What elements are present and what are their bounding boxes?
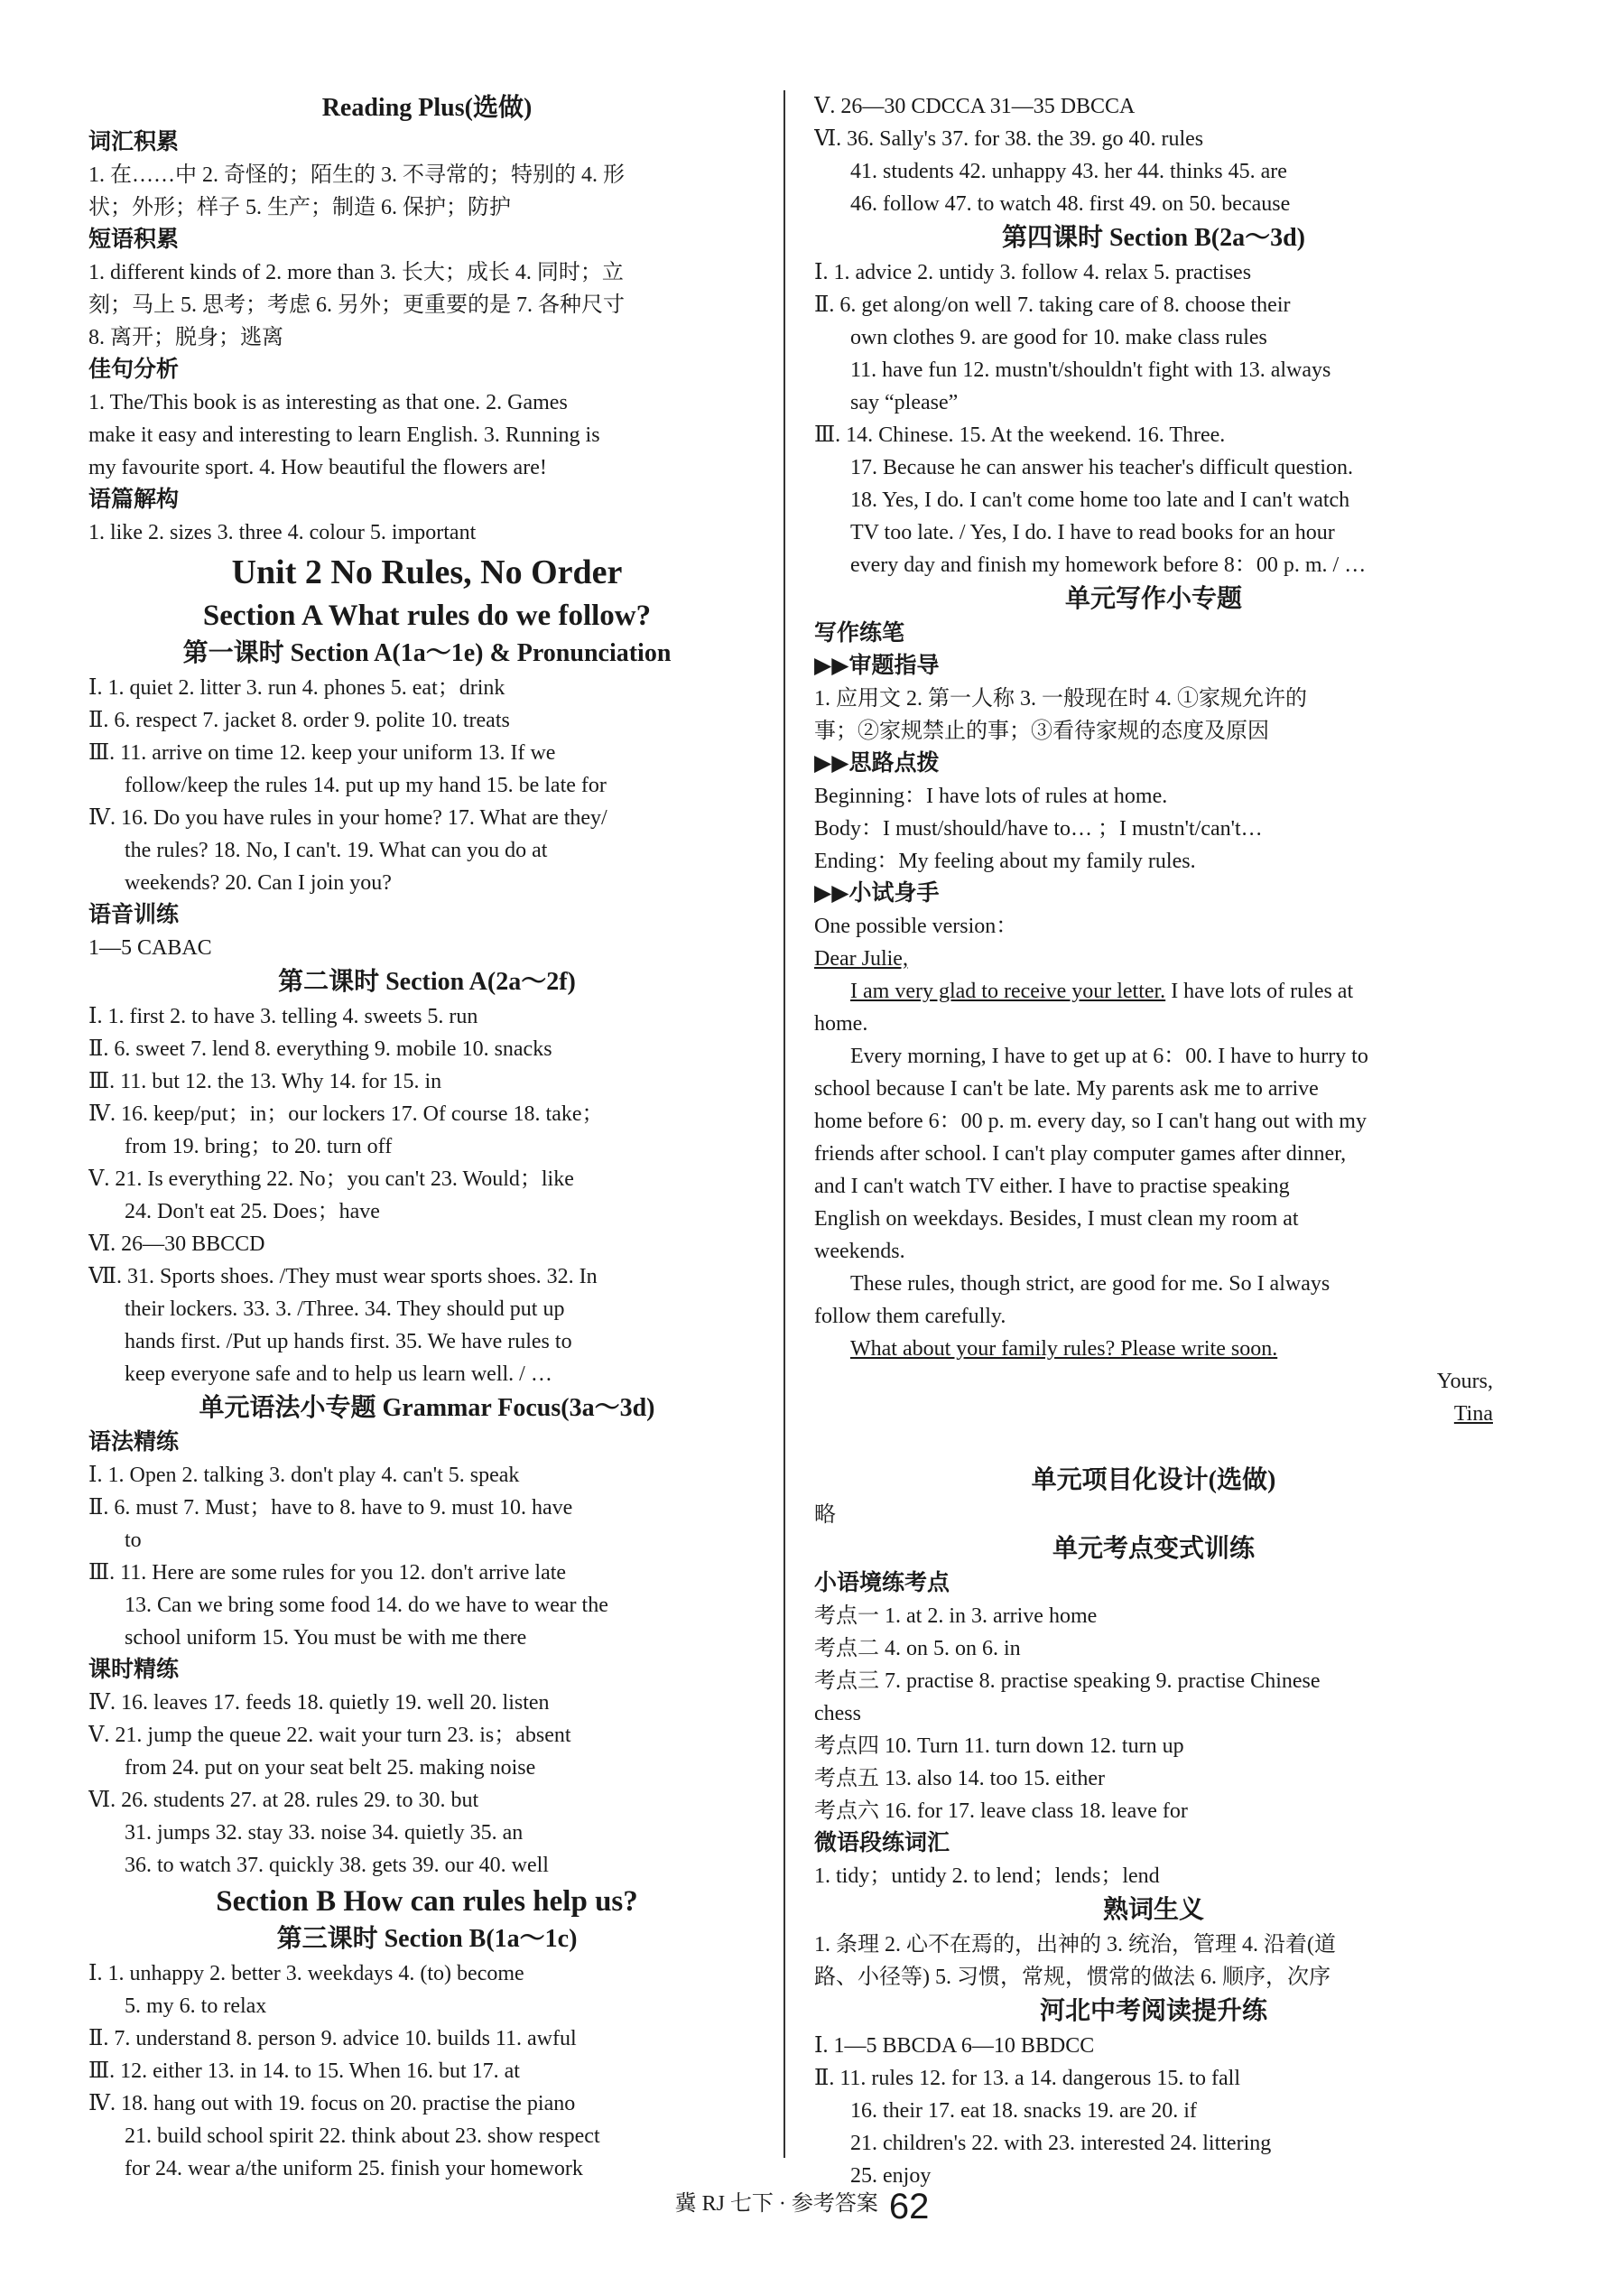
answer-line: keep everyone safe and to help us learn well. / … (125, 1362, 552, 1386)
answer-line: 1. 在……中 2. 奇怪的；陌生的 3. 不寻常的；特别的 4. 形 (88, 163, 625, 187)
answer-line: 考点二 4. on 5. on 6. in (814, 1637, 1021, 1660)
answer-line: TV too late. / Yes, I do. I have to read books for an hour (850, 521, 1335, 544)
underlined-sentence: I am very glad to receive your letter. (850, 980, 1166, 1003)
answer-line: 24. Don't eat 25. Does；have (125, 1200, 380, 1223)
answer-line: Ⅱ. 6. sweet 7. lend 8. everything 9. mobile 10. snacks (88, 1037, 552, 1061)
section-title: 第二课时 Section A(2a～2f) (278, 968, 576, 996)
answer-line: 36. to watch 37. quickly 38. gets 39. our 40. well (125, 1854, 549, 1877)
answer-line: 1. tidy；untidy 2. to lend；lends；lend (814, 1864, 1160, 1888)
answer-line: Ending：My feeling about my family rules. (814, 850, 1196, 873)
answer-line: Ⅳ. 16. leaves 17. feeds 18. quietly 19. well 20. listen (88, 1691, 550, 1715)
footer-label: 冀 RJ 七下 · 参考答案 (674, 2192, 878, 2216)
section-title: 熟词生义 (1102, 1896, 1204, 1924)
answer-line: 17. Because he can answer his teacher's difficult question. (850, 456, 1354, 479)
answer-line: 31. jumps 32. stay 33. noise 34. quietly 35. an (125, 1821, 524, 1845)
section-title: 第三课时 Section B(1a～1c) (276, 1925, 578, 1953)
sub-heading: 佳句分析 (88, 358, 180, 382)
answer-line: Ⅵ. 26. students 27. at 28. rules 29. to 30. but (88, 1789, 479, 1812)
sub-heading: 课时精练 (88, 1658, 180, 1682)
answer-line: school because I can't be late. My parents ask me to arrive (814, 1077, 1319, 1101)
letter-closing: Yours, (1436, 1370, 1493, 1393)
answer-line: 21. children's 22. with 23. interested 24. littering (850, 2132, 1272, 2155)
column-divider (783, 90, 785, 2158)
section-heading: Section A What rules do we follow? (202, 600, 652, 632)
section-heading: Section B How can rules help us? (216, 1885, 638, 1918)
answer-line: school uniform 15. You must be with me there (125, 1626, 527, 1650)
answer-line: my favourite sport. 4. How beautiful the flowers are! (88, 456, 547, 479)
answer-line: 1. 应用文 2. 第一人称 3. 一般现在时 4. ①家规允许的 (814, 687, 1307, 711)
answer-line: from 24. put on your seat belt 25. making noise (125, 1756, 536, 1780)
answer-line: One possible version： (814, 915, 1018, 938)
answer-line: 状；外形；样子 5. 生产；制造 6. 保护；防护 (88, 196, 511, 219)
letter-line: Dear Julie, (814, 947, 908, 971)
answer-line: Ⅰ. 1—5 BBCDA 6—10 BBDCC (814, 2034, 1095, 2058)
section-title: 单元考点变式训练 (1052, 1535, 1255, 1563)
page-number: 62 (888, 2186, 930, 2226)
answer-line: 41. students 42. unhappy 43. her 44. thinks 45. are (850, 160, 1287, 183)
answer-line: home before 6：00 p. m. every day, so I can't hang out with my (814, 1110, 1367, 1133)
answer-line: 刻；马上 5. 思考；考虑 6. 另外；更重要的是 7. 各种尺寸 (88, 293, 625, 317)
answer-line: 1. 条理 2. 心不在焉的，出神的 3. 统治，管理 4. 沿着(道 (814, 1933, 1336, 1957)
answer-line: Ⅲ. 14. Chinese. 15. At the weekend. 16. Three. (814, 423, 1226, 447)
answer-line: make it easy and interesting to learn English. 3. Running is (88, 423, 600, 447)
answer-line: follow them carefully. (814, 1305, 1006, 1328)
section-title: 单元语法小专题 Grammar Focus(3a～3d) (199, 1394, 655, 1422)
answer-line: 46. follow 47. to watch 48. first 49. on 50. because (850, 192, 1291, 216)
page-footer (0, 2185, 1604, 2227)
answer-line: Ⅱ. 6. get along/on well 7. taking care of 8. choose their (814, 293, 1291, 317)
answer-line: 1. different kinds of 2. more than 3. 长大；成长 4. 同时；立 (88, 261, 624, 284)
answer-line: 13. Can we bring some food 14. do we have to wear the (125, 1594, 608, 1617)
answer-line: Every morning, I have to get up at 6：00. I have to hurry to (850, 1045, 1368, 1068)
sub-heading: 短语积累 (88, 228, 180, 252)
answer-line: Beginning：I have lots of rules at home. (814, 785, 1168, 808)
letter-signature (814, 1398, 1493, 1430)
answer-line: own clothes 9. are good for 10. make class rules (850, 326, 1267, 349)
answer-line: 25. enjoy (850, 2164, 932, 2188)
answer-line: Ⅰ. 1. Open 2. talking 3. don't play 4. can't 5. speak (88, 1464, 520, 1487)
letter-line (814, 1333, 1493, 1365)
answer-line: 18. Yes, I do. I can't come home too late and I can't watch (850, 488, 1350, 512)
answer-line: 5. my 6. to relax (125, 1994, 267, 2018)
answer-line: Body：I must/should/have to… ；I mustn't/can't… (814, 817, 1263, 841)
answer-line: Ⅰ. 1. first 2. to have 3. telling 4. sweets 5. run (88, 1005, 478, 1028)
answer-line: Ⅵ. 36. Sally's 37. for 38. the 39. go 40. rules (814, 127, 1204, 151)
section-title: 第一课时 Section A(1a～1e) & Pronunciation (182, 639, 672, 667)
answer-line: Ⅶ. 31. Sports shoes. /They must wear sports shoes. 32. In (88, 1265, 598, 1288)
sub-heading: 语篇解构 (88, 488, 180, 512)
answer-line: Ⅱ. 11. rules 12. for 13. a 14. dangerous 15. to fall (814, 2067, 1240, 2090)
unit-title: Unit 2 No Rules, No Order (231, 553, 623, 591)
left-column (88, 90, 765, 2185)
answer-line: Ⅲ. 11. arrive on time 12. keep your uniform 13. If we (88, 741, 556, 765)
answer-line: These rules, though strict, are good for me. So I always (850, 1272, 1330, 1296)
answer-line: 考点五 13. also 14. too 15. either (814, 1767, 1105, 1790)
section-title: 河北中考阅读提升练 (1039, 1997, 1267, 2025)
answer-line: hands first. /Put up hands first. 35. We have rules to (125, 1330, 572, 1353)
answer-line: the rules? 18. No, I can't. 19. What can you do at (125, 839, 548, 862)
answer-line: 1. The/This book is as interesting as that one. 2. Games (88, 391, 568, 414)
answer-line: Ⅱ. 6. respect 7. jacket 8. order 9. polite 10. treats (88, 709, 510, 732)
answer-line: from 19. bring；to 20. turn off (125, 1135, 393, 1158)
answer-line: Ⅵ. 26—30 BBCCD (88, 1232, 265, 1256)
answer-line: 1. like 2. sizes 3. three 4. colour 5. important (88, 521, 477, 544)
answer-line: English on weekdays. Besides, I must clean my room at (814, 1207, 1299, 1231)
answer-line: Ⅴ. 26—30 CDCCA 31—35 DBCCA (814, 95, 1136, 118)
letter-line (814, 975, 1493, 1008)
sub-heading: 词汇积累 (88, 130, 180, 154)
answer-line: Ⅲ. 11. but 12. the 13. Why 14. for 15. in (88, 1070, 442, 1093)
sub-heading: ▶▶思路点拨 (814, 751, 940, 776)
section-title: Reading Plus(选做) (321, 94, 533, 122)
answer-line: 考点六 16. for 17. leave class 18. leave for (814, 1799, 1188, 1823)
section-title: 单元项目化设计(选做) (1031, 1466, 1276, 1494)
answer-line: for 24. wear a/the uniform 25. finish your homework (125, 2157, 583, 2180)
answer-line: Ⅳ. 16. keep/put；in；our lockers 17. Of course 18. take； (88, 1102, 604, 1126)
answer-line: Ⅲ. 11. Here are some rules for you 12. don't arrive late (88, 1561, 567, 1585)
sub-heading: ▶▶小试身手 (814, 881, 940, 906)
answer-line: weekends? 20. Can I join you? (125, 871, 392, 895)
answer-line: their lockers. 33. 3. /Three. 34. They should put up (125, 1297, 565, 1321)
answer-line: Ⅰ. 1. quiet 2. litter 3. run 4. phones 5. eat；drink (88, 676, 505, 700)
answer-line: and I can't watch TV either. I have to practise speaking (814, 1175, 1290, 1198)
sentence-rest: I have lots of rules at (1165, 980, 1354, 1003)
sub-heading: 写作练笔 (814, 621, 905, 646)
answer-line: Ⅰ. 1. unhappy 2. better 3. weekdays 4. (to) become (88, 1962, 524, 1985)
answer-line: follow/keep the rules 14. put up my hand 15. be late for (125, 774, 607, 797)
spacer (814, 1430, 1493, 1463)
sub-heading: 小语境练考点 (814, 1571, 950, 1595)
answer-line: 1—5 CABAC (88, 936, 212, 960)
answer-line: Ⅳ. 16. Do you have rules in your home? 17. What are they/ (88, 806, 607, 830)
answer-line: 8. 离开；脱身；逃离 (88, 326, 283, 349)
answer-line: 考点三 7. practise 8. practise speaking 9. practise Chinese (814, 1669, 1321, 1693)
answer-line: friends after school. I can't play computer games after dinner, (814, 1142, 1347, 1166)
answer-line: 路、小径等) 5. 习惯，常规，惯常的做法 6. 顺序，次序 (814, 1966, 1330, 1989)
answer-line: Ⅰ. 1. advice 2. untidy 3. follow 4. relax 5. practises (814, 261, 1252, 284)
answer-line: Ⅲ. 12. either 13. in 14. to 15. When 16. but 17. at (88, 2059, 520, 2083)
right-column (814, 90, 1493, 2192)
sub-heading: 语音训练 (88, 903, 180, 927)
answer-line: 考点一 1. at 2. in 3. arrive home (814, 1604, 1098, 1628)
answer-line: weekends. (814, 1240, 905, 1263)
answer-line: 考点四 10. Turn 11. turn down 12. turn up (814, 1734, 1184, 1758)
answer-line: Ⅴ. 21. jump the queue 22. wait your turn 23. is；absent (88, 1724, 571, 1747)
underlined-text: What about your family rules? Please write soon. (850, 1337, 1278, 1361)
answer-line: Ⅱ. 7. understand 8. person 9. advice 10. builds 11. awful (88, 2027, 577, 2050)
answer-line: Ⅱ. 6. must 7. Must；have to 8. have to 9. must 10. have (88, 1496, 573, 1520)
answer-line: to (125, 1529, 142, 1552)
section-title: 第四课时 Section B(2a～3d) (1001, 224, 1305, 252)
sub-heading: 语法精练 (88, 1430, 180, 1455)
answer-line: home. (814, 1012, 868, 1036)
answer-line: 事；②家规禁止的事；③看待家规的态度及原因 (814, 720, 1269, 743)
answer-line: every day and finish my homework before 8：00 p. m. / … (850, 553, 1367, 577)
answer-line: Ⅳ. 18. hang out with 19. focus on 20. practise the piano (88, 2092, 576, 2115)
underlined-text: Tina (1453, 1402, 1493, 1426)
answer-line: say “please” (850, 391, 959, 414)
sub-heading: ▶▶审题指导 (814, 654, 940, 678)
answer-line: 略 (814, 1503, 836, 1527)
answer-line: 21. build school spirit 22. think about 23. show respect (125, 2124, 600, 2148)
section-title: 单元写作小专题 (1064, 585, 1242, 613)
answer-line: 11. have fun 12. mustn't/shouldn't fight with 13. always (850, 358, 1331, 382)
answer-line: 16. their 17. eat 18. snacks 19. are 20. if (850, 2099, 1197, 2123)
answer-line: Ⅴ. 21. Is everything 22. No；you can't 23. Would；like (88, 1167, 574, 1191)
sub-heading: 微语段练词汇 (814, 1831, 950, 1855)
answer-line: chess (814, 1702, 861, 1725)
